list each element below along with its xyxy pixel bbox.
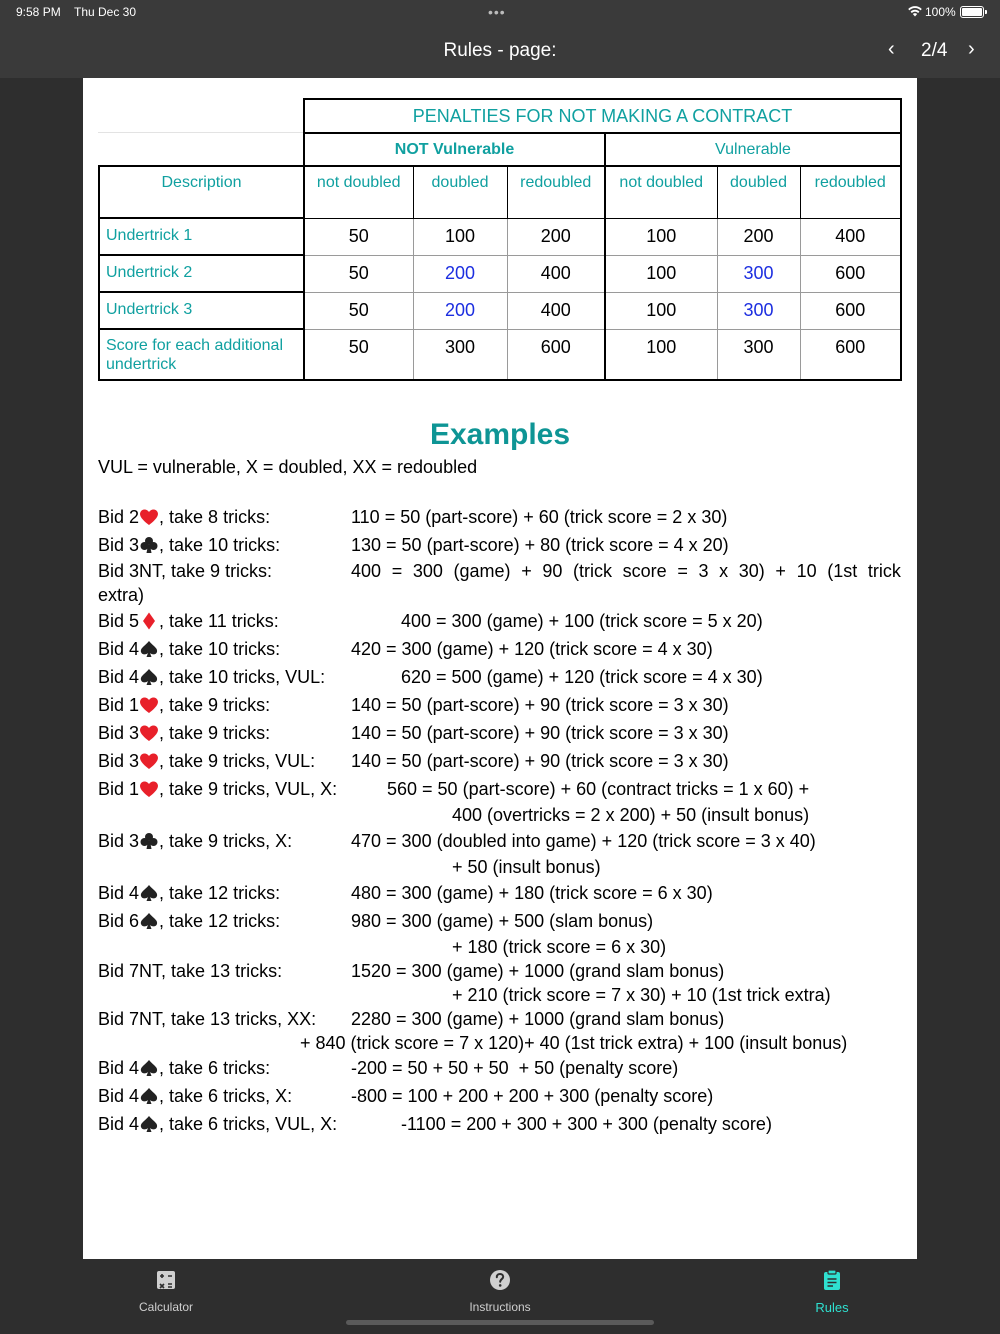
spade-icon (139, 1115, 159, 1133)
example-bid (98, 535, 280, 556)
examples-heading: Examples (429, 418, 571, 451)
score-word: x (719, 561, 729, 581)
table-cell: 300 (717, 292, 800, 329)
table-cell: 400 (507, 255, 605, 292)
bid-text: , take 12 tricks: (159, 911, 281, 931)
diamond-icon (139, 612, 159, 630)
tab-calculator[interactable] (106, 1269, 226, 1314)
example-score: -200 = 50 + 50 + 50 + 50 (penalty score) (351, 1058, 679, 1078)
bid-text: , take 9 tricks: (159, 695, 271, 715)
score-word: + (775, 561, 786, 581)
example-score-continuation: 400 (overtricks = 2 x 200) + 50 (insult bonus) (452, 805, 810, 825)
example-score: 2280 = 300 (game) + 1000 (grand slam bonus) (351, 1009, 725, 1029)
example-bid (98, 507, 270, 528)
heart-icon (139, 780, 159, 798)
table-cell: 100 (605, 329, 717, 380)
bid-text: , take 9 tricks, VUL, X: (159, 779, 338, 799)
bid-text: Bid 1 (98, 779, 140, 799)
table-cell: 300 (717, 329, 800, 380)
table-cell: 200 (413, 292, 507, 329)
example-score: 140 = 50 (part-score) + 90 (trick score = 3 x 30) (351, 695, 729, 715)
example-bid (98, 831, 292, 852)
tab-instructions[interactable] (440, 1269, 560, 1314)
spade-icon (139, 884, 159, 902)
examples-legend: VUL = vulnerable, X = doubled, XX = redoubled (98, 457, 478, 477)
example-score: 1520 = 300 (game) + 1000 (grand slam bonus) (351, 961, 725, 981)
heart-icon (139, 724, 159, 742)
rules-document-page[interactable] (83, 78, 917, 1259)
battery-percentage: 100% (925, 5, 956, 19)
table-cell: 50 (304, 329, 413, 380)
example-score: 560 = 50 (part-score) + 60 (contract tricks = 1 x 60) + (387, 779, 810, 799)
bid-text: , take 6 tricks, X: (159, 1086, 293, 1106)
bid-text: , take 11 tricks: (159, 611, 279, 631)
table-cell: 200 (507, 218, 605, 255)
battery-icon (960, 6, 984, 18)
bid-text: Bid 1 (98, 695, 140, 715)
question-icon (489, 1269, 511, 1291)
spade-icon (139, 1087, 159, 1105)
status-date: Thu Dec 30 (74, 5, 137, 19)
score-word: 300 (412, 561, 443, 581)
club-icon (139, 832, 159, 850)
bid-text: , take 9 tricks: (159, 723, 271, 743)
example-score: 480 = 300 (game) + 180 (trick score = 6 x 30) (351, 883, 713, 903)
score-word: 10 (796, 561, 817, 581)
example-bid: Bid 7NT, take 13 tricks, XX: (98, 1009, 317, 1029)
bid-text: , take 6 tricks, VUL, X: (159, 1114, 338, 1134)
table-cell: 200 (413, 255, 507, 292)
table-cell: 600 (800, 292, 901, 329)
table-cell: 200 (717, 218, 800, 255)
bid-text: Bid 4 (98, 1086, 140, 1106)
table-cell: 100 (605, 255, 717, 292)
score-word: score (622, 561, 667, 581)
table-row (99, 218, 901, 255)
example-score: 400 = 300 (game) + 100 (trick score = 5 x 20) (401, 611, 763, 631)
score-word: 90 (542, 561, 563, 581)
clipboard-icon (821, 1269, 843, 1291)
bid-text: Bid 4 (98, 1058, 140, 1078)
home-indicator[interactable] (346, 1320, 654, 1325)
bid-text: Bid 4 (98, 639, 140, 659)
row-label: Undertrick 1 (99, 218, 304, 255)
example-score: 140 = 50 (part-score) + 90 (trick score = 3 x 30) (351, 751, 729, 771)
example-bid (98, 639, 280, 660)
club-icon (139, 536, 159, 554)
group-not-vulnerable: NOT Vulnerable (304, 133, 605, 166)
example-score-wrap: extra) (98, 585, 145, 605)
table-cell: 600 (800, 329, 901, 380)
table-row (99, 255, 901, 292)
bid-text: Bid 6 (98, 911, 140, 931)
score-word: (1st (827, 561, 858, 581)
table-row (99, 329, 901, 380)
bid-text: Bid 4 (98, 1114, 140, 1134)
status-bar (0, 0, 1000, 24)
example-score-continuation: + 840 (trick score = 7 x 120)+ 40 (1st trick extra) + 100 (insult bonus) (300, 1033, 848, 1053)
column-header: not doubled (605, 166, 717, 218)
bid-text: , take 10 tricks, VUL: (159, 667, 326, 687)
example-score: -800 = 100 + 200 + 200 + 300 (penalty score) (351, 1086, 714, 1106)
bid-text: Bid 3 (98, 723, 140, 743)
example-bid: Bid 7NT, take 13 tricks: (98, 961, 283, 981)
bid-text: , take 10 tricks: (159, 535, 281, 555)
calculator-icon (155, 1269, 177, 1291)
example-bid (98, 611, 279, 632)
penalty-table-title: PENALTIES FOR NOT MAKING A CONTRACT (304, 99, 901, 133)
tab-rules[interactable] (772, 1269, 892, 1315)
navigation-bar (0, 24, 1000, 78)
heart-icon (139, 696, 159, 714)
wifi-icon (907, 5, 923, 17)
tab-label: Rules (815, 1300, 849, 1315)
page-indicator: 2/4 (921, 40, 948, 61)
example-score-continuation: + 50 (insult bonus) (452, 857, 601, 877)
example-bid (98, 667, 325, 688)
example-score: 980 = 300 (game) + 500 (slam bonus) (351, 911, 654, 931)
spade-icon (139, 1059, 159, 1077)
page-title: Rules - page: (443, 40, 557, 61)
example-bid (98, 723, 270, 744)
example-bid (98, 695, 270, 716)
score-word: 30) (738, 561, 765, 581)
chevron-right-icon[interactable]: › (968, 38, 975, 60)
table-cell: 300 (413, 329, 507, 380)
column-header: doubled (413, 166, 507, 218)
row-label: Undertrick 3 (99, 292, 304, 329)
bid-text: Bid 4 (98, 883, 140, 903)
bid-text: Bid 5 (98, 611, 140, 631)
chevron-left-icon[interactable]: ‹ (888, 38, 895, 60)
table-cell: 600 (507, 329, 605, 380)
bid-text: , take 8 tricks: (159, 507, 271, 527)
example-score: 470 = 300 (doubled into game) + 120 (trick score = 3 x 40) (351, 831, 816, 851)
status-time: 9:58 PM (16, 5, 61, 19)
example-bid (98, 1086, 292, 1107)
table-cell: 50 (304, 218, 413, 255)
tab-label: Instructions (469, 1300, 531, 1314)
table-cell: 50 (304, 292, 413, 329)
spade-icon (139, 640, 159, 658)
bid-text: Bid 3 (98, 751, 140, 771)
bid-text: , take 10 tricks: (159, 639, 281, 659)
column-header: not doubled (304, 166, 413, 218)
score-word: trick (867, 561, 901, 581)
penalty-table (98, 98, 902, 381)
example-score: -1100 = 200 + 300 + 300 + 300 (penalty score) (401, 1114, 772, 1134)
example-score: 140 = 50 (part-score) + 90 (trick score = 3 x 30) (351, 723, 729, 743)
score-word: = (391, 561, 403, 581)
example-bid (98, 1058, 270, 1079)
table-cell: 50 (304, 255, 413, 292)
example-bid: Bid 3NT, take 9 tricks: (98, 561, 273, 581)
table-row (99, 292, 901, 329)
example-bid (98, 883, 280, 904)
bid-text: , take 9 tricks, VUL: (159, 751, 316, 771)
bid-text: Bid 3 (98, 831, 140, 851)
row-label: Undertrick 2 (99, 255, 304, 292)
table-cell: 600 (800, 255, 901, 292)
score-word: 3 (698, 561, 709, 581)
example-score: 620 = 500 (game) + 120 (trick score = 4 x 30) (401, 667, 763, 687)
bid-text: , take 9 tricks, X: (159, 831, 293, 851)
bid-text: , take 6 tricks: (159, 1058, 271, 1078)
column-header-description: Description (99, 166, 304, 218)
score-word: = (677, 561, 688, 581)
column-header: redoubled (800, 166, 901, 218)
example-score-continuation: + 180 (trick score = 6 x 30) (452, 937, 667, 957)
bid-text: , take 12 tricks: (159, 883, 281, 903)
table-cell: 100 (605, 292, 717, 329)
bid-text: Bid 3 (98, 535, 140, 555)
score-word: (game) (453, 561, 511, 581)
table-cell: 400 (800, 218, 901, 255)
spade-icon (139, 912, 159, 930)
score-word: + (521, 561, 532, 581)
column-header: doubled (717, 166, 800, 218)
example-score: 110 = 50 (part-score) + 60 (trick score = 2 x 30) (351, 507, 728, 527)
table-cell: 100 (413, 218, 507, 255)
heart-icon (139, 752, 159, 770)
column-header: redoubled (507, 166, 605, 218)
table-cell: 100 (605, 218, 717, 255)
example-bid (98, 911, 280, 932)
example-score: 420 = 300 (game) + 120 (trick score = 4 x 30) (351, 639, 713, 659)
example-score-continuation: + 210 (trick score = 7 x 30) + 10 (1st trick extra) (452, 985, 831, 1005)
row-label: Score for each additional undertrick (99, 329, 304, 380)
bid-text: Bid 2 (98, 507, 140, 527)
table-cell: 400 (507, 292, 605, 329)
example-bid (98, 779, 337, 800)
example-bid (98, 1114, 337, 1135)
group-vulnerable: Vulnerable (605, 133, 901, 166)
bid-text: Bid 4 (98, 667, 140, 687)
table-cell: 300 (717, 255, 800, 292)
tab-label: Calculator (138, 1300, 194, 1314)
spade-icon (139, 668, 159, 686)
example-score-justified (351, 561, 901, 582)
score-word: (trick (573, 561, 613, 581)
multitasking-dots-icon[interactable]: ••• (488, 4, 506, 20)
example-score: 130 = 50 (part-score) + 80 (trick score = 4 x 20) (351, 535, 729, 555)
example-bid (98, 751, 315, 772)
score-word: 400 (351, 561, 382, 581)
heart-icon (139, 508, 159, 526)
